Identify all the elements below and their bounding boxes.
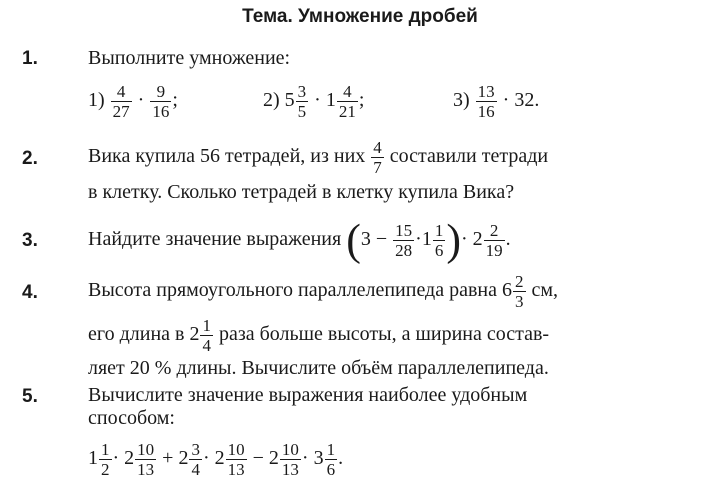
task-5-line-2: способом:: [88, 407, 175, 429]
fraction: $\frac{15}{28}$: [395, 220, 413, 260]
task-1-parts: [88, 80, 540, 121]
task-1-part-3: 3) $\frac{13}{16}$ · 32.: [453, 81, 540, 121]
page-title: Тема. Умножение дробей: [242, 6, 478, 27]
fraction: $\frac{10}{13}$: [281, 439, 299, 479]
fraction: $\frac{10}{13}$: [137, 439, 155, 479]
fraction: $\frac{4}{21}$: [338, 81, 356, 121]
task-4-line-2: его длина в 2 $\frac{1}{4}$ раза больше высоты, а ширина состав-: [88, 315, 550, 355]
task-5-line-1: Вычислите значение выражения наиболее удобным: [88, 384, 528, 406]
fraction: $\frac{1}{2}$: [101, 439, 110, 479]
part-label: 2): [263, 89, 280, 111]
task-1-text: Выполните умножение:: [88, 47, 291, 69]
task-number-1: 1.: [22, 48, 38, 69]
task-3-line: Найдите значение выражения (3 − $\frac{15}{28}$ ·1 $\frac{1}{6}$ )· 2 $\frac{2}{19}$ .: [88, 215, 511, 265]
fraction: $\frac{1}{6}$: [434, 220, 444, 260]
fraction: $\frac{3}{4}$: [191, 439, 200, 479]
fraction: $\frac{9}{16}$: [152, 81, 170, 121]
task-2-line-2: в клетку. Сколько тетрадей в клетку купила Вика?: [88, 181, 515, 203]
fraction: $\frac{3}{5}$: [297, 81, 307, 121]
task-number-3: 3.: [22, 230, 38, 251]
task-4-line-1: Высота прямоугольного параллелепипеда равна 6 $\frac{2}{3}$ см,: [88, 271, 559, 311]
fraction: $\frac{4}{7}$: [373, 137, 382, 177]
task-1-part-2: 2) 5 $\frac{3}{5}$ · 1 $\frac{4}{21}$ ;: [263, 81, 365, 121]
fraction: $\frac{2}{3}$: [515, 271, 524, 311]
fraction: $\frac{13}{16}$: [477, 81, 495, 121]
task-number-4: 4.: [22, 282, 38, 303]
fraction: $\frac{10}{13}$: [227, 439, 245, 479]
fraction: $\frac{2}{19}$: [485, 220, 503, 260]
task-number-2: 2.: [22, 148, 38, 169]
task-5-expression: 1 $\frac{1}{2}$ · 2 $\frac{10}{13}$ + 2 $\frac{3}{4}$ · 2 $\frac{10}{13}$ − 2 $\frac{10}{13}$ · 3 $\frac{1}{6}$ .: [88, 439, 344, 479]
task-number-5: 5.: [22, 386, 38, 407]
fraction: $\frac{1}{4}$: [202, 315, 211, 355]
fraction: $\frac{1}{6}$: [326, 439, 336, 479]
part-label: 3): [453, 89, 470, 111]
task-1-part-1: 1) $\frac{4}{27}$ · $\frac{9}{16}$ ;: [88, 81, 178, 121]
part-label: 1): [88, 89, 105, 111]
fraction: $\frac{4}{27}$: [112, 81, 130, 121]
task-4-line-3: ляет 20 % длины. Вычислите объём параллелепипеда.: [88, 357, 549, 379]
task-2-line-1: Вика купила 56 тетрадей, из них $\frac{4}{7}$ составили тетради: [88, 137, 549, 177]
